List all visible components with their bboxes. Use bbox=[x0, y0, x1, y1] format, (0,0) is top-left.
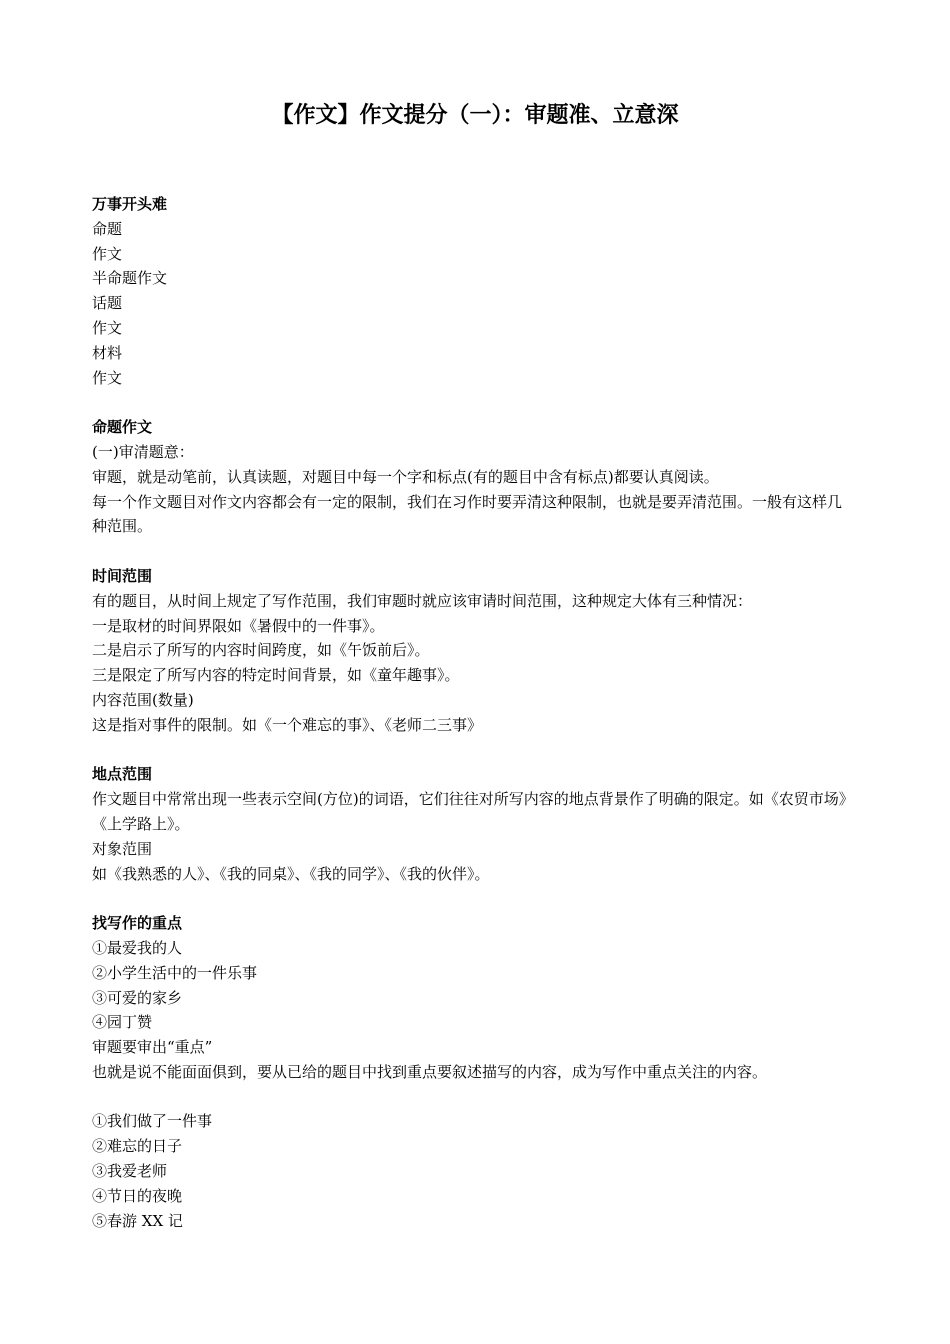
section-place-range bbox=[92, 762, 852, 886]
text-line: ③可爱的家乡 bbox=[92, 988, 183, 1007]
spacer bbox=[92, 539, 852, 564]
text-line: 内容范围(数量) bbox=[92, 690, 194, 709]
text-line: 三是限定了所写内容的特定时间背景，如《童年趣事》。 bbox=[92, 666, 460, 685]
document-body bbox=[92, 192, 852, 1233]
list-item: ③我爱老师 bbox=[92, 1162, 168, 1181]
list-item: ④节日的夜晚 bbox=[92, 1186, 183, 1205]
text-line: 有的题目，从时间上规定了写作范围，我们审题时就应该审请时间范围，这种规定大体有三种情况： bbox=[92, 591, 753, 610]
spacer bbox=[92, 886, 852, 911]
list-item: ②难忘的日子 bbox=[92, 1137, 183, 1156]
section-writing-focus bbox=[92, 911, 852, 1085]
text-line: ④园丁赞 bbox=[92, 1013, 153, 1032]
section-heading: 地点范围 bbox=[92, 765, 153, 784]
text-line: 半命题作文 bbox=[92, 269, 168, 288]
text-line: 审题要审出“重点” bbox=[92, 1038, 213, 1057]
section-intro bbox=[92, 192, 852, 390]
spacer bbox=[92, 738, 852, 763]
section-heading: 命题作文 bbox=[92, 418, 153, 437]
text-paragraph: 每一个作文题目对作文内容都会有一定的限制，我们在习作时要弄清这种限制，也就是要弄清范围。一般有这样几种范围。 bbox=[92, 492, 843, 536]
spacer bbox=[92, 390, 852, 415]
text-line: (一)审清题意： bbox=[92, 442, 194, 461]
text-line: 命题 bbox=[92, 219, 123, 238]
text-line: 如《我熟悉的人》、《我的同桌》、《我的同学》、《我的伙伴》。 bbox=[92, 864, 490, 883]
text-line: 对象范围 bbox=[92, 839, 153, 858]
text-line: 材料 bbox=[92, 343, 123, 362]
text-line: 也就是说不能面面俱到，要从已给的题目中找到重点要叙述描写的内容，成为写作中重点关注的内容。 bbox=[92, 1062, 768, 1081]
text-line: ①最爱我的人 bbox=[92, 938, 183, 957]
spacer bbox=[92, 1085, 852, 1110]
list-item: ⑤春游 XX 记 bbox=[92, 1211, 183, 1230]
text-line: 二是启示了所写的内容时间跨度，如《午饭前后》。 bbox=[92, 641, 430, 660]
text-line: ②小学生活中的一件乐事 bbox=[92, 963, 258, 982]
text-line: 作文 bbox=[92, 368, 123, 387]
text-line: 话题 bbox=[92, 294, 123, 313]
text-line: 这是指对事件的限制。如《一个难忘的事》、《老师二三事》 bbox=[92, 715, 483, 734]
list-item: ①我们做了一件事 bbox=[92, 1112, 213, 1131]
text-line: 审题，就是动笔前，认真读题，对题目中每一个字和标点(有的题目中含有标点)都要认真阅读。 bbox=[92, 467, 719, 486]
section-heading: 找写作的重点 bbox=[92, 914, 183, 933]
section-proposition-essay bbox=[92, 415, 852, 539]
section-heading: 万事开头难 bbox=[92, 195, 168, 213]
text-line: 作文 bbox=[92, 318, 123, 337]
text-paragraph: 作文题目中常常出现一些表示空间(方位)的词语，它们往往对所写内容的地点背景作了明确的限定。如《农贸市场》《上学路上》。 bbox=[92, 790, 847, 833]
document-title: 【作文】作文提分（一）：审题准、立意深 bbox=[271, 103, 679, 128]
text-line: 作文 bbox=[92, 244, 123, 263]
text-line: 一是取材的时间界限如《暑假中的一件事》。 bbox=[92, 616, 385, 635]
examples-list bbox=[92, 1109, 852, 1233]
section-time-range bbox=[92, 564, 852, 738]
section-heading: 时间范围 bbox=[92, 566, 153, 585]
